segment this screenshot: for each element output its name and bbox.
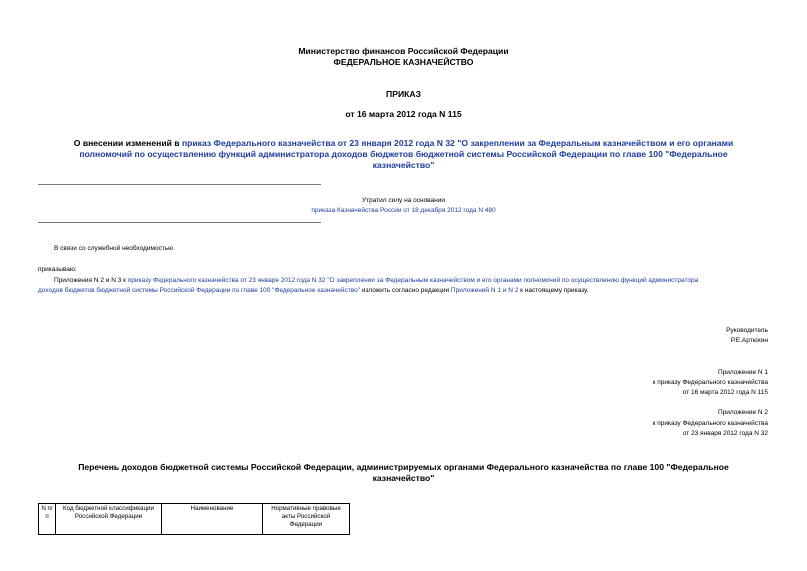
order-item-line-2 (38, 286, 773, 296)
appendix2-label: Приложение N 2 (717, 409, 768, 416)
doc-title-prefix: О внесении изменений в (73, 138, 182, 148)
col-budget-code: Код бюджетной классификации Российской Федерации (56, 504, 162, 535)
appendix1-label: Приложение N 1 (717, 369, 768, 376)
order-item-link-cont[interactable]: доходов бюджетов бюджетной системы Российской Федерации по главе 100 "Федеральное казначейство" (38, 286, 361, 294)
agency-name: ФЕДЕРАЛЬНОЕ КАЗНАЧЕЙСТВО (333, 57, 474, 67)
amended-order-link[interactable]: приказ Федерального казначейства от 23 января 2012 года N 32 "О закреплении за Федеральным казначейством и его органами (181, 138, 734, 148)
status-basis-link[interactable]: приказа Казначейства России от 18 декабря 2012 года N 480 (311, 207, 496, 214)
ministry-name: Министерство финансов Российской Федерации (298, 46, 509, 56)
doc-type: ПРИКАЗ (386, 89, 421, 99)
doc-title-line-1 (0, 138, 807, 149)
list-title-line-2: казначейство" (372, 473, 435, 483)
appendix2-to: к приказу Федерального казначейства (652, 420, 768, 427)
order-item-prefix: Приложения N 2 и N 3 к (54, 277, 128, 284)
status-lost-force: Утратил силу на основании (361, 197, 446, 204)
order-word: приказываю: (38, 266, 77, 273)
order-item-link[interactable]: приказу Федерального казначейства от 23 января 2012 года N 32 "О закреплении за Федеральным казначейством и его органами полномочий по осуществлению функций администратора (127, 277, 699, 284)
list-title-line-1: Перечень доходов бюджетной системы Российской Федерации, администрируемых органами Федерального казначейства по главе 100 "Федеральное (78, 462, 729, 472)
col-legal-acts: Нормативные правовые акты Российской Федерации (263, 504, 350, 535)
appendix2-date: от 23 января 2012 года N 32 (682, 430, 768, 437)
appendix1-date: от 16 марта 2012 года N 115 (682, 389, 768, 396)
revenue-table (38, 503, 350, 535)
appendix1-to: к приказу Федерального казначейства (652, 379, 768, 386)
doc-date-number: от 16 марта 2012 года N 115 (345, 109, 462, 119)
order-item-mid: изложить согласно редакции (360, 286, 451, 294)
amended-order-link-cont[interactable]: полномочий по осуществлению функций администратора доходов бюджетов бюджетной системы Российской Федерации по главе 100 "Федеральное (79, 149, 728, 159)
list-title (0, 462, 807, 484)
col-number: N п/п (39, 504, 56, 535)
col-name: Наименование (162, 504, 263, 535)
appendices-link[interactable]: Приложений N 1 и N 2 (450, 286, 519, 294)
doc-title (0, 138, 807, 171)
order-item (38, 276, 773, 295)
order-item-suffix: к настоящему приказу. (518, 286, 589, 294)
table-header-row (39, 504, 350, 535)
amended-order-link-end[interactable]: казначейство" (372, 160, 435, 170)
signature-position: Руководитель (726, 327, 768, 334)
divider-top (38, 184, 321, 185)
divider-bottom (38, 222, 321, 223)
signature-name: Р.Е.Артюхин (730, 337, 768, 344)
order-item-line-1 (38, 276, 773, 286)
reason-text: В связи со служебной необходимостью (54, 245, 174, 252)
